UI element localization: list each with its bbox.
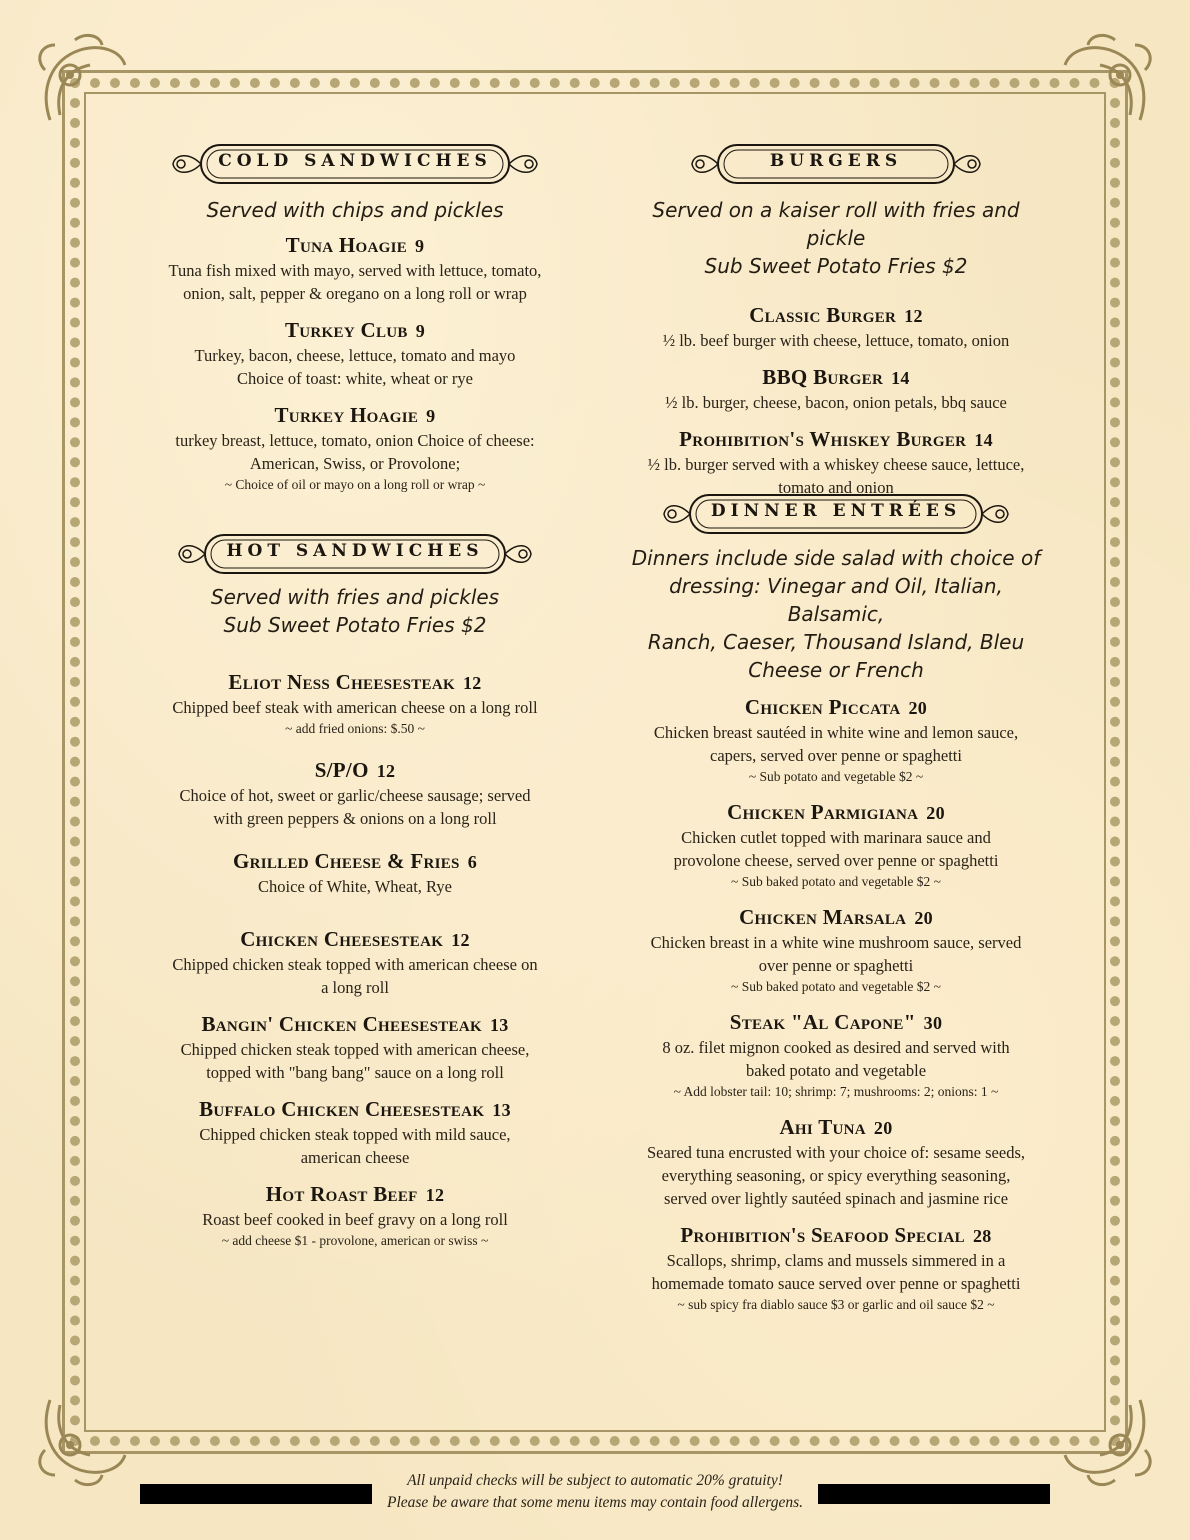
item-name: Bangin' Chicken Cheesesteak 13 — [201, 1012, 509, 1036]
section-subtitle: Dinners include side salad with choice of — [631, 546, 1041, 570]
item-description: Chipped chicken steak topped with american cheese, — [180, 1040, 530, 1059]
item-description: tomato and onion — [778, 478, 894, 497]
item-name: Turkey Club 9 — [284, 318, 426, 342]
menu-item — [140, 848, 570, 898]
item-description: provolone cheese, served over penne or spaghetti — [673, 851, 999, 870]
item-description: American, Swiss, or Provolone; — [249, 454, 461, 473]
item-description: Chicken cutlet topped with marinara sauce and — [681, 828, 991, 847]
menu-item — [140, 926, 570, 999]
item-name: BBQ Burger 14 — [762, 365, 910, 389]
item-description: with green peppers & onions on a long roll — [213, 809, 497, 828]
item-description: Choice of White, Wheat, Rye — [258, 877, 452, 896]
item-name: Chicken Piccata 20 — [744, 695, 928, 719]
item-note: ~ Sub potato and vegetable $2 ~ — [748, 769, 924, 784]
section-subtitle: dressing: Vinegar and Oil, Italian, Balsamic, — [669, 574, 1003, 626]
item-price: 12 — [425, 1185, 445, 1205]
item-name: Hot Roast Beef 12 — [265, 1182, 445, 1206]
section-header-burgers — [688, 140, 984, 188]
item-description: capers, served over penne or spaghetti — [710, 746, 962, 765]
item-note: ~ Add lobster tail: 10; shrimp: 7; mushrooms: 2; onions: 1 ~ — [673, 1084, 999, 1099]
item-description: Choice of toast: white, wheat or rye — [237, 369, 473, 388]
menu-item — [620, 1009, 1052, 1102]
section-subtitle: Ranch, Caeser, Thousand Island, Bleu — [647, 630, 1025, 654]
corner-flourish-icon — [1050, 30, 1160, 140]
menu-item — [620, 904, 1052, 997]
section-header-hot-sandwiches — [175, 530, 535, 578]
menu-item — [140, 669, 570, 739]
item-description: Chipped chicken steak topped with mild sauce, — [199, 1125, 511, 1144]
menu-item — [620, 799, 1052, 892]
item-price: 6 — [467, 852, 478, 872]
menu-item — [620, 1114, 1052, 1210]
item-price: 14 — [891, 368, 910, 388]
section-title: DINNER ENTRÉES — [710, 501, 962, 521]
section-title: HOT SANDWICHES — [226, 541, 484, 561]
item-description: american cheese — [300, 1148, 410, 1167]
item-price: 28 — [973, 1226, 992, 1246]
item-note: ~ Choice of oil or mayo on a long roll or wrap ~ — [224, 477, 486, 492]
item-name: Classic Burger 12 — [749, 303, 923, 327]
corner-flourish-icon — [30, 30, 140, 140]
item-price: 12 — [451, 930, 470, 950]
item-name: S/P/O 12 — [314, 758, 396, 782]
item-name: Eliot Ness Cheesesteak 12 — [228, 670, 482, 694]
item-description: topped with "bang bang" sauce on a long roll — [206, 1063, 504, 1082]
item-name: Grilled Cheese & Fries 6 — [232, 849, 478, 873]
menu-item — [140, 1181, 570, 1251]
item-price: 12 — [904, 306, 923, 326]
menu-item — [140, 317, 570, 390]
item-note: ~ Sub baked potato and vegetable $2 ~ — [731, 979, 941, 994]
item-description: Turkey, bacon, cheese, lettuce, tomato and mayo — [194, 346, 516, 365]
item-description: Chicken breast in a white wine mushroom sauce, served — [650, 933, 1022, 952]
menu-item — [620, 364, 1052, 414]
item-price: 20 — [908, 698, 928, 718]
item-price: 12 — [462, 673, 482, 693]
section-subtitle: Served on a kaiser roll with fries and pickle — [652, 198, 1020, 250]
section-subtitle: Served with chips and pickles — [206, 198, 504, 222]
item-price: 9 — [415, 321, 426, 341]
item-name: Prohibition's Whiskey Burger 14 — [679, 427, 993, 451]
section-header-cold-sandwiches — [167, 140, 543, 188]
menu-item — [140, 757, 570, 830]
menu-item — [140, 1011, 570, 1084]
item-price: 14 — [974, 430, 993, 450]
item-description: over penne or spaghetti — [758, 956, 914, 975]
menu-item — [140, 402, 570, 495]
item-note: ~ Sub baked potato and vegetable $2 ~ — [731, 874, 941, 889]
item-description: Chipped beef steak with american cheese on a long roll — [172, 698, 538, 717]
footer-notice — [380, 1470, 810, 1514]
item-name: Chicken Marsala 20 — [739, 905, 933, 929]
item-description: Chicken breast sautéed in white wine and lemon sauce, — [653, 723, 1019, 742]
item-price: 12 — [376, 761, 396, 781]
cold-sandwiches-section — [140, 140, 570, 495]
section-subtitle: Cheese or French — [748, 658, 924, 682]
menu-item — [620, 1222, 1052, 1315]
menu-item — [140, 1096, 570, 1169]
menu-item — [620, 426, 1052, 499]
item-description: onion, salt, pepper & oregano on a long roll or wrap — [183, 284, 527, 303]
redacted-block — [818, 1484, 1050, 1504]
menu-item — [620, 302, 1052, 352]
dinner-entrees-section — [620, 490, 1052, 1315]
item-description: Scallops, shrimp, clams and mussels simmered in a — [666, 1251, 1006, 1270]
item-note: ~ sub spicy fra diablo sauce $3 or garlic and oil sauce $2 ~ — [677, 1297, 995, 1312]
item-name: Chicken Parmigiana 20 — [727, 800, 945, 824]
item-note: ~ add fried onions: $.50 ~ — [285, 721, 425, 736]
item-name: Prohibition's Seafood Special 28 — [680, 1223, 992, 1247]
item-name: Ahi Tuna 20 — [779, 1115, 893, 1139]
section-subtitle: Sub Sweet Potato Fries $2 — [223, 613, 487, 637]
item-price: 20 — [926, 803, 945, 823]
menu-item — [620, 694, 1052, 787]
item-price: 13 — [492, 1100, 511, 1120]
item-description: served over lightly sautéed spinach and jasmine rice — [663, 1189, 1009, 1208]
item-name: Turkey Hoagie 9 — [274, 403, 436, 427]
corner-flourish-icon — [1050, 1380, 1160, 1490]
item-description: Seared tuna encrusted with your choice of: sesame seeds, — [647, 1143, 1025, 1162]
corner-flourish-icon — [30, 1380, 140, 1490]
burgers-section — [620, 140, 1052, 499]
item-price: 20 — [873, 1118, 893, 1138]
item-description: a long roll — [321, 978, 389, 997]
item-price: 9 — [426, 406, 436, 426]
item-description: turkey breast, lettuce, tomato, onion Choice of cheese: — [175, 431, 535, 450]
item-description: ½ lb. burger, cheese, bacon, onion petals, bbq sauce — [665, 393, 1007, 412]
item-name: Steak "Al Capone" 30 — [729, 1010, 943, 1034]
item-description: baked potato and vegetable — [745, 1061, 927, 1080]
redacted-block — [140, 1484, 372, 1504]
item-description: 8 oz. filet mignon cooked as desired and served with — [662, 1038, 1010, 1057]
item-description: ½ lb. beef burger with cheese, lettuce, tomato, onion — [662, 331, 1010, 350]
item-description: everything seasoning, or spicy everything seasoning, — [661, 1166, 1011, 1185]
item-name: Chicken Cheesesteak 12 — [240, 927, 470, 951]
item-note: ~ add cheese $1 - provolone, american or swiss ~ — [221, 1233, 489, 1248]
item-price: 13 — [489, 1015, 509, 1035]
item-description: Choice of hot, sweet or garlic/cheese sausage; served — [179, 786, 531, 805]
allergen-notice: Please be aware that some menu items may contain food allergens. — [387, 1494, 803, 1511]
item-name: Buffalo Chicken Cheesesteak 13 — [199, 1097, 511, 1121]
item-description: Chipped chicken steak topped with american cheese on — [172, 955, 538, 974]
gratuity-notice: All unpaid checks will be subject to automatic 20% gratuity! — [407, 1472, 783, 1489]
item-price: 30 — [923, 1013, 943, 1033]
item-price: 20 — [914, 908, 933, 928]
item-description: Roast beef cooked in beef gravy on a long roll — [202, 1210, 508, 1229]
item-name: Tuna Hoagie 9 — [285, 233, 425, 257]
section-subtitle: Sub Sweet Potato Fries $2 — [704, 254, 968, 278]
section-header-dinner-entrees — [660, 490, 1012, 538]
hot-sandwiches-section — [140, 530, 570, 1251]
section-subtitle: Served with fries and pickles — [210, 585, 500, 609]
item-price: 9 — [415, 236, 425, 256]
section-title: COLD SANDWICHES — [218, 151, 492, 171]
item-description: ½ lb. burger served with a whiskey cheese sauce, lettuce, — [647, 455, 1025, 474]
item-description: Tuna fish mixed with mayo, served with lettuce, tomato, — [168, 261, 542, 280]
item-description: homemade tomato sauce served over penne or spaghetti — [651, 1274, 1021, 1293]
section-title: BURGERS — [769, 151, 903, 171]
menu-item — [140, 232, 570, 305]
